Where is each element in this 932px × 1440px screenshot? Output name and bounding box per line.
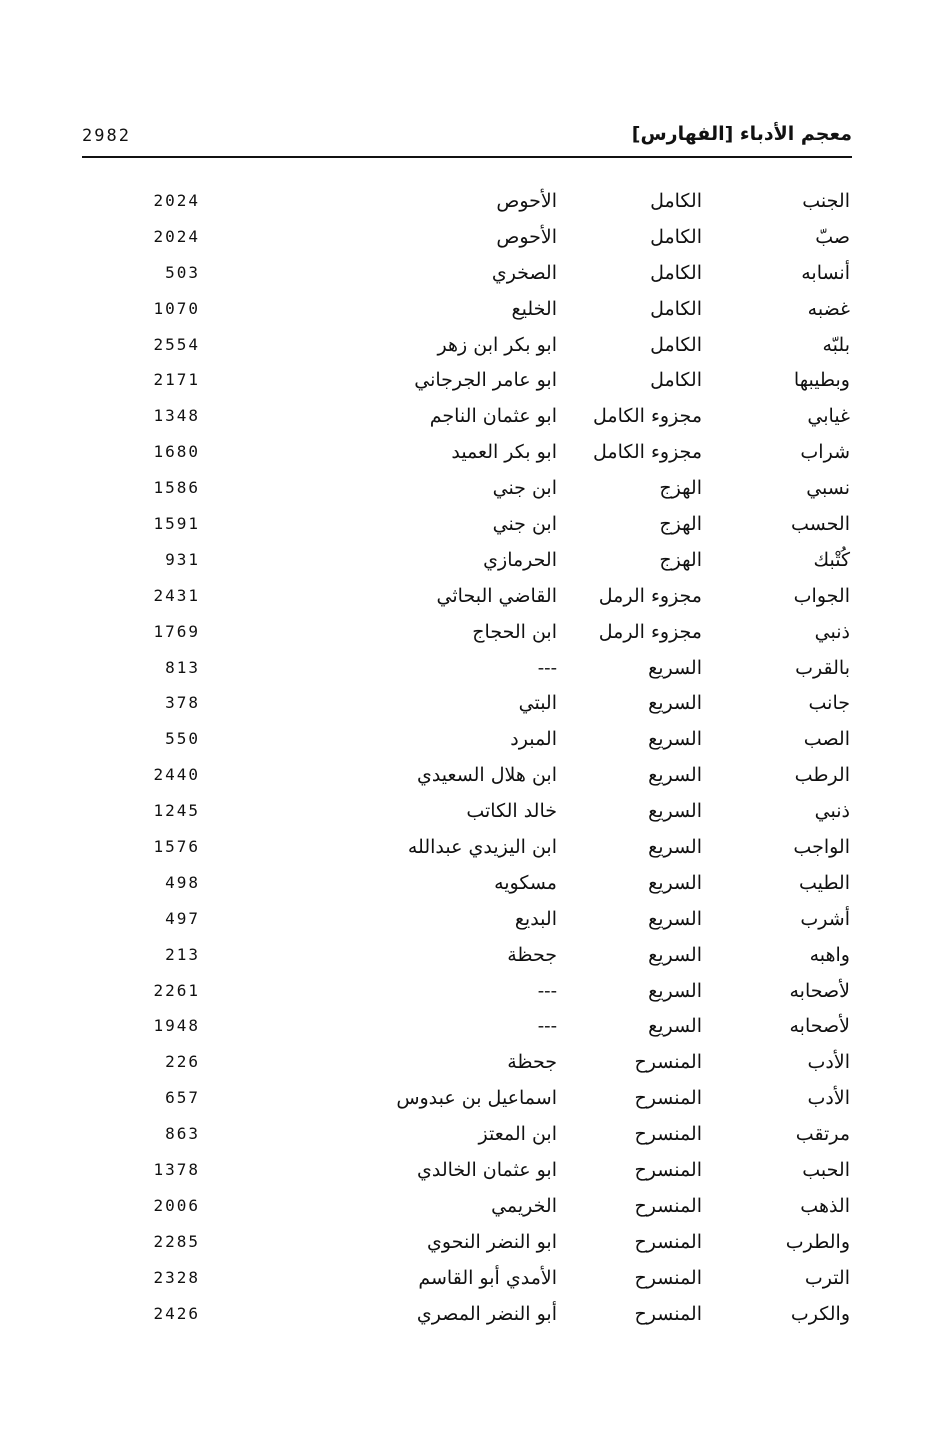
meter-name: السريع — [648, 692, 702, 715]
table-row — [0, 1082, 932, 1118]
page-reference: 1948 — [153, 1016, 200, 1036]
rhyme-word: واهبه — [809, 943, 850, 966]
poet-name: --- — [537, 656, 557, 679]
rhyme-word: الطيب — [798, 871, 850, 894]
page-header — [82, 118, 852, 158]
poet-name: الأحوص — [496, 190, 557, 212]
page-reference: 2024 — [153, 191, 200, 210]
meter-name: المنسرح — [634, 1194, 702, 1217]
rhyme-word: لأصحابه — [789, 1015, 850, 1038]
table-row — [0, 652, 932, 688]
poet-name: ابو عثمان الخالدي — [416, 1159, 557, 1182]
page-reference: 498 — [165, 872, 200, 892]
page-reference: 863 — [165, 1124, 200, 1144]
page-reference: 1245 — [153, 801, 200, 821]
meter-name: الكامل — [650, 369, 702, 392]
rhyme-word: ذنبي — [814, 620, 850, 643]
poet-name: ابو بكر العميد — [451, 441, 557, 464]
poet-name: الصخري — [491, 261, 557, 284]
rhyme-word: غيابي — [807, 405, 850, 428]
rhyme-word: والكرب — [790, 1302, 850, 1325]
page-reference: 226 — [165, 1052, 200, 1072]
table-row — [0, 257, 932, 293]
table-row — [0, 185, 932, 221]
poet-name: خالد الكاتب — [466, 800, 557, 823]
table-row — [0, 1118, 932, 1154]
poet-name: --- — [537, 979, 557, 1002]
poet-name: الخريمي — [491, 1194, 557, 1217]
page-reference: 1348 — [153, 406, 200, 426]
page-reference: 2006 — [153, 1195, 200, 1215]
table-row — [0, 1190, 932, 1226]
meter-name: مجزوء الكامل — [593, 405, 702, 428]
meter-name: السريع — [648, 871, 702, 894]
page-reference: 1586 — [153, 478, 200, 498]
rhyme-word: الرطب — [794, 764, 850, 787]
poet-name: ابن اليزيدي عبدالله — [407, 836, 557, 859]
table-row — [0, 329, 932, 365]
table-row — [0, 580, 932, 616]
poet-name: المبرد — [510, 728, 557, 751]
page-reference: 2171 — [153, 370, 200, 390]
page-reference: 497 — [165, 908, 200, 928]
page-reference: 2554 — [153, 334, 200, 354]
meter-name: المنسرح — [634, 1302, 702, 1325]
meter-name: الكامل — [650, 225, 702, 248]
meter-name: السريع — [648, 800, 702, 823]
poet-name: ابن هلال السعيدي — [416, 764, 557, 787]
poet-name: مسكويه — [494, 871, 557, 894]
meter-name: المنسرح — [634, 1123, 702, 1146]
table-row — [0, 293, 932, 329]
poet-name: ابو بكر ابن زهر — [437, 333, 557, 356]
table-row — [0, 1046, 932, 1082]
table-row — [0, 1226, 932, 1262]
page-reference: 1378 — [153, 1160, 200, 1180]
table-row — [0, 867, 932, 903]
meter-name: السريع — [648, 979, 702, 1002]
table-row — [0, 221, 932, 257]
page-reference: 813 — [165, 657, 200, 677]
table-row — [0, 400, 932, 436]
page-number: 2982 — [82, 126, 131, 146]
poet-name: أبو النضر المصري — [416, 1302, 557, 1325]
table-row — [0, 616, 932, 652]
meter-name: الكامل — [650, 333, 702, 356]
poet-name: الخليع — [511, 297, 557, 320]
table-row — [0, 1262, 932, 1298]
running-title: معجم الأدباء [الفهارس] — [631, 123, 852, 145]
table-row — [0, 831, 932, 867]
poet-name: ابن جني — [492, 513, 557, 536]
poet-name: ابن المعتز — [478, 1123, 557, 1146]
page-reference: 2328 — [153, 1267, 200, 1287]
page-reference: 1070 — [153, 298, 200, 318]
rhyme-word: ذنبي — [814, 800, 850, 823]
rhyme-word: الذهب — [800, 1194, 850, 1217]
table-row — [0, 723, 932, 759]
rhyme-word: وبطيبها — [793, 369, 850, 392]
meter-name: المنسرح — [634, 1230, 702, 1253]
page-reference: 213 — [165, 944, 200, 964]
meter-name: المنسرح — [634, 1266, 702, 1289]
page-reference: 2426 — [153, 1303, 200, 1323]
rhyme-word: لأصحابه — [789, 979, 850, 1002]
rhyme-word: الترب — [804, 1266, 850, 1289]
poet-name: القاضي البحاثي — [436, 584, 557, 607]
page-reference: 378 — [165, 693, 200, 713]
meter-name: الهزج — [659, 477, 702, 500]
table-row — [0, 544, 932, 580]
meter-name: السريع — [648, 1015, 702, 1038]
poet-name: جحظة — [507, 943, 557, 966]
table-row — [0, 508, 932, 544]
meter-name: الكامل — [650, 190, 702, 212]
table-row — [0, 939, 932, 975]
meter-name: مجزوء الكامل — [593, 441, 702, 464]
table-row — [0, 1010, 932, 1046]
poet-name: الحرمازي — [483, 548, 557, 571]
table-row — [0, 759, 932, 795]
rhyme-word: غضبه — [807, 297, 850, 320]
poet-name: ابن الحجاج — [472, 620, 557, 643]
rhyme-word: الأدب — [807, 1087, 850, 1110]
page-reference: 2261 — [153, 980, 200, 1000]
poet-name: ابو عثمان الناجم — [429, 405, 557, 428]
page-reference: 2285 — [153, 1231, 200, 1251]
table-row — [0, 472, 932, 508]
meter-name: الهزج — [659, 548, 702, 571]
rhyme-word: شراب — [800, 441, 850, 464]
poet-name: اسماعيل بن عبدوس — [396, 1087, 557, 1110]
page-reference: 1769 — [153, 621, 200, 641]
rhyme-word: مرتقب — [795, 1123, 850, 1146]
table-row — [0, 436, 932, 472]
page-reference: 1680 — [153, 442, 200, 462]
rhyme-word: الحبب — [802, 1159, 850, 1182]
table-row — [0, 687, 932, 723]
meter-name: السريع — [648, 728, 702, 751]
page-reference: 2440 — [153, 765, 200, 785]
meter-name: الكامل — [650, 297, 702, 320]
rhyme-word: أنسابه — [801, 261, 850, 284]
poet-name: ابو عامر الجرجاني — [414, 369, 557, 392]
page-reference: 931 — [165, 549, 200, 569]
meter-name: المنسرح — [634, 1087, 702, 1110]
meter-name: الهزج — [659, 513, 702, 536]
meter-name: مجزوء الرمل — [598, 620, 702, 643]
poet-name: جحظة — [507, 1051, 557, 1074]
meter-name: السريع — [648, 907, 702, 930]
table-row — [0, 903, 932, 939]
page-reference: 1576 — [153, 837, 200, 857]
page-reference: 1591 — [153, 514, 200, 534]
rhyme-word: أشرب — [800, 907, 850, 930]
rhyme-word: بلبّه — [822, 333, 850, 356]
poet-name: --- — [537, 1015, 557, 1038]
meter-name: السريع — [648, 836, 702, 859]
table-row — [0, 364, 932, 400]
poet-name: البتي — [518, 692, 557, 715]
page-reference: 657 — [165, 1088, 200, 1108]
rhyme-word: الأدب — [807, 1051, 850, 1074]
table-row — [0, 1298, 932, 1334]
index-table — [0, 185, 932, 1334]
rhyme-word: والطرب — [785, 1230, 850, 1253]
table-row — [0, 1154, 932, 1190]
rhyme-word: الجواب — [793, 584, 850, 607]
rhyme-word: كُتْبك — [813, 548, 850, 571]
rhyme-word: صبّ — [815, 225, 850, 248]
rhyme-word: جانب — [808, 692, 850, 715]
rhyme-word: بالقرب — [795, 656, 850, 679]
meter-name: السريع — [648, 656, 702, 679]
page-reference: 2431 — [153, 585, 200, 605]
page-reference: 550 — [165, 729, 200, 749]
poet-name: البديع — [514, 907, 557, 930]
meter-name: السريع — [648, 943, 702, 966]
meter-name: المنسرح — [634, 1051, 702, 1074]
page-reference: 503 — [165, 262, 200, 282]
table-row — [0, 975, 932, 1011]
rhyme-word: الحسب — [791, 513, 850, 536]
meter-name: السريع — [648, 764, 702, 787]
table-row — [0, 795, 932, 831]
rhyme-word: نسبي — [806, 477, 850, 500]
poet-name: الأحوص — [496, 225, 557, 248]
rhyme-word: الصب — [803, 728, 850, 751]
page-reference: 2024 — [153, 226, 200, 246]
rhyme-word: الجنب — [802, 190, 850, 212]
rhyme-word: الواجب — [793, 836, 850, 859]
poet-name: ابن جني — [492, 477, 557, 500]
meter-name: مجزوء الرمل — [598, 584, 702, 607]
meter-name: المنسرح — [634, 1159, 702, 1182]
poet-name: الأمدي أبو القاسم — [418, 1266, 557, 1289]
poet-name: ابو النضر النحوي — [427, 1230, 557, 1253]
meter-name: الكامل — [650, 261, 702, 284]
